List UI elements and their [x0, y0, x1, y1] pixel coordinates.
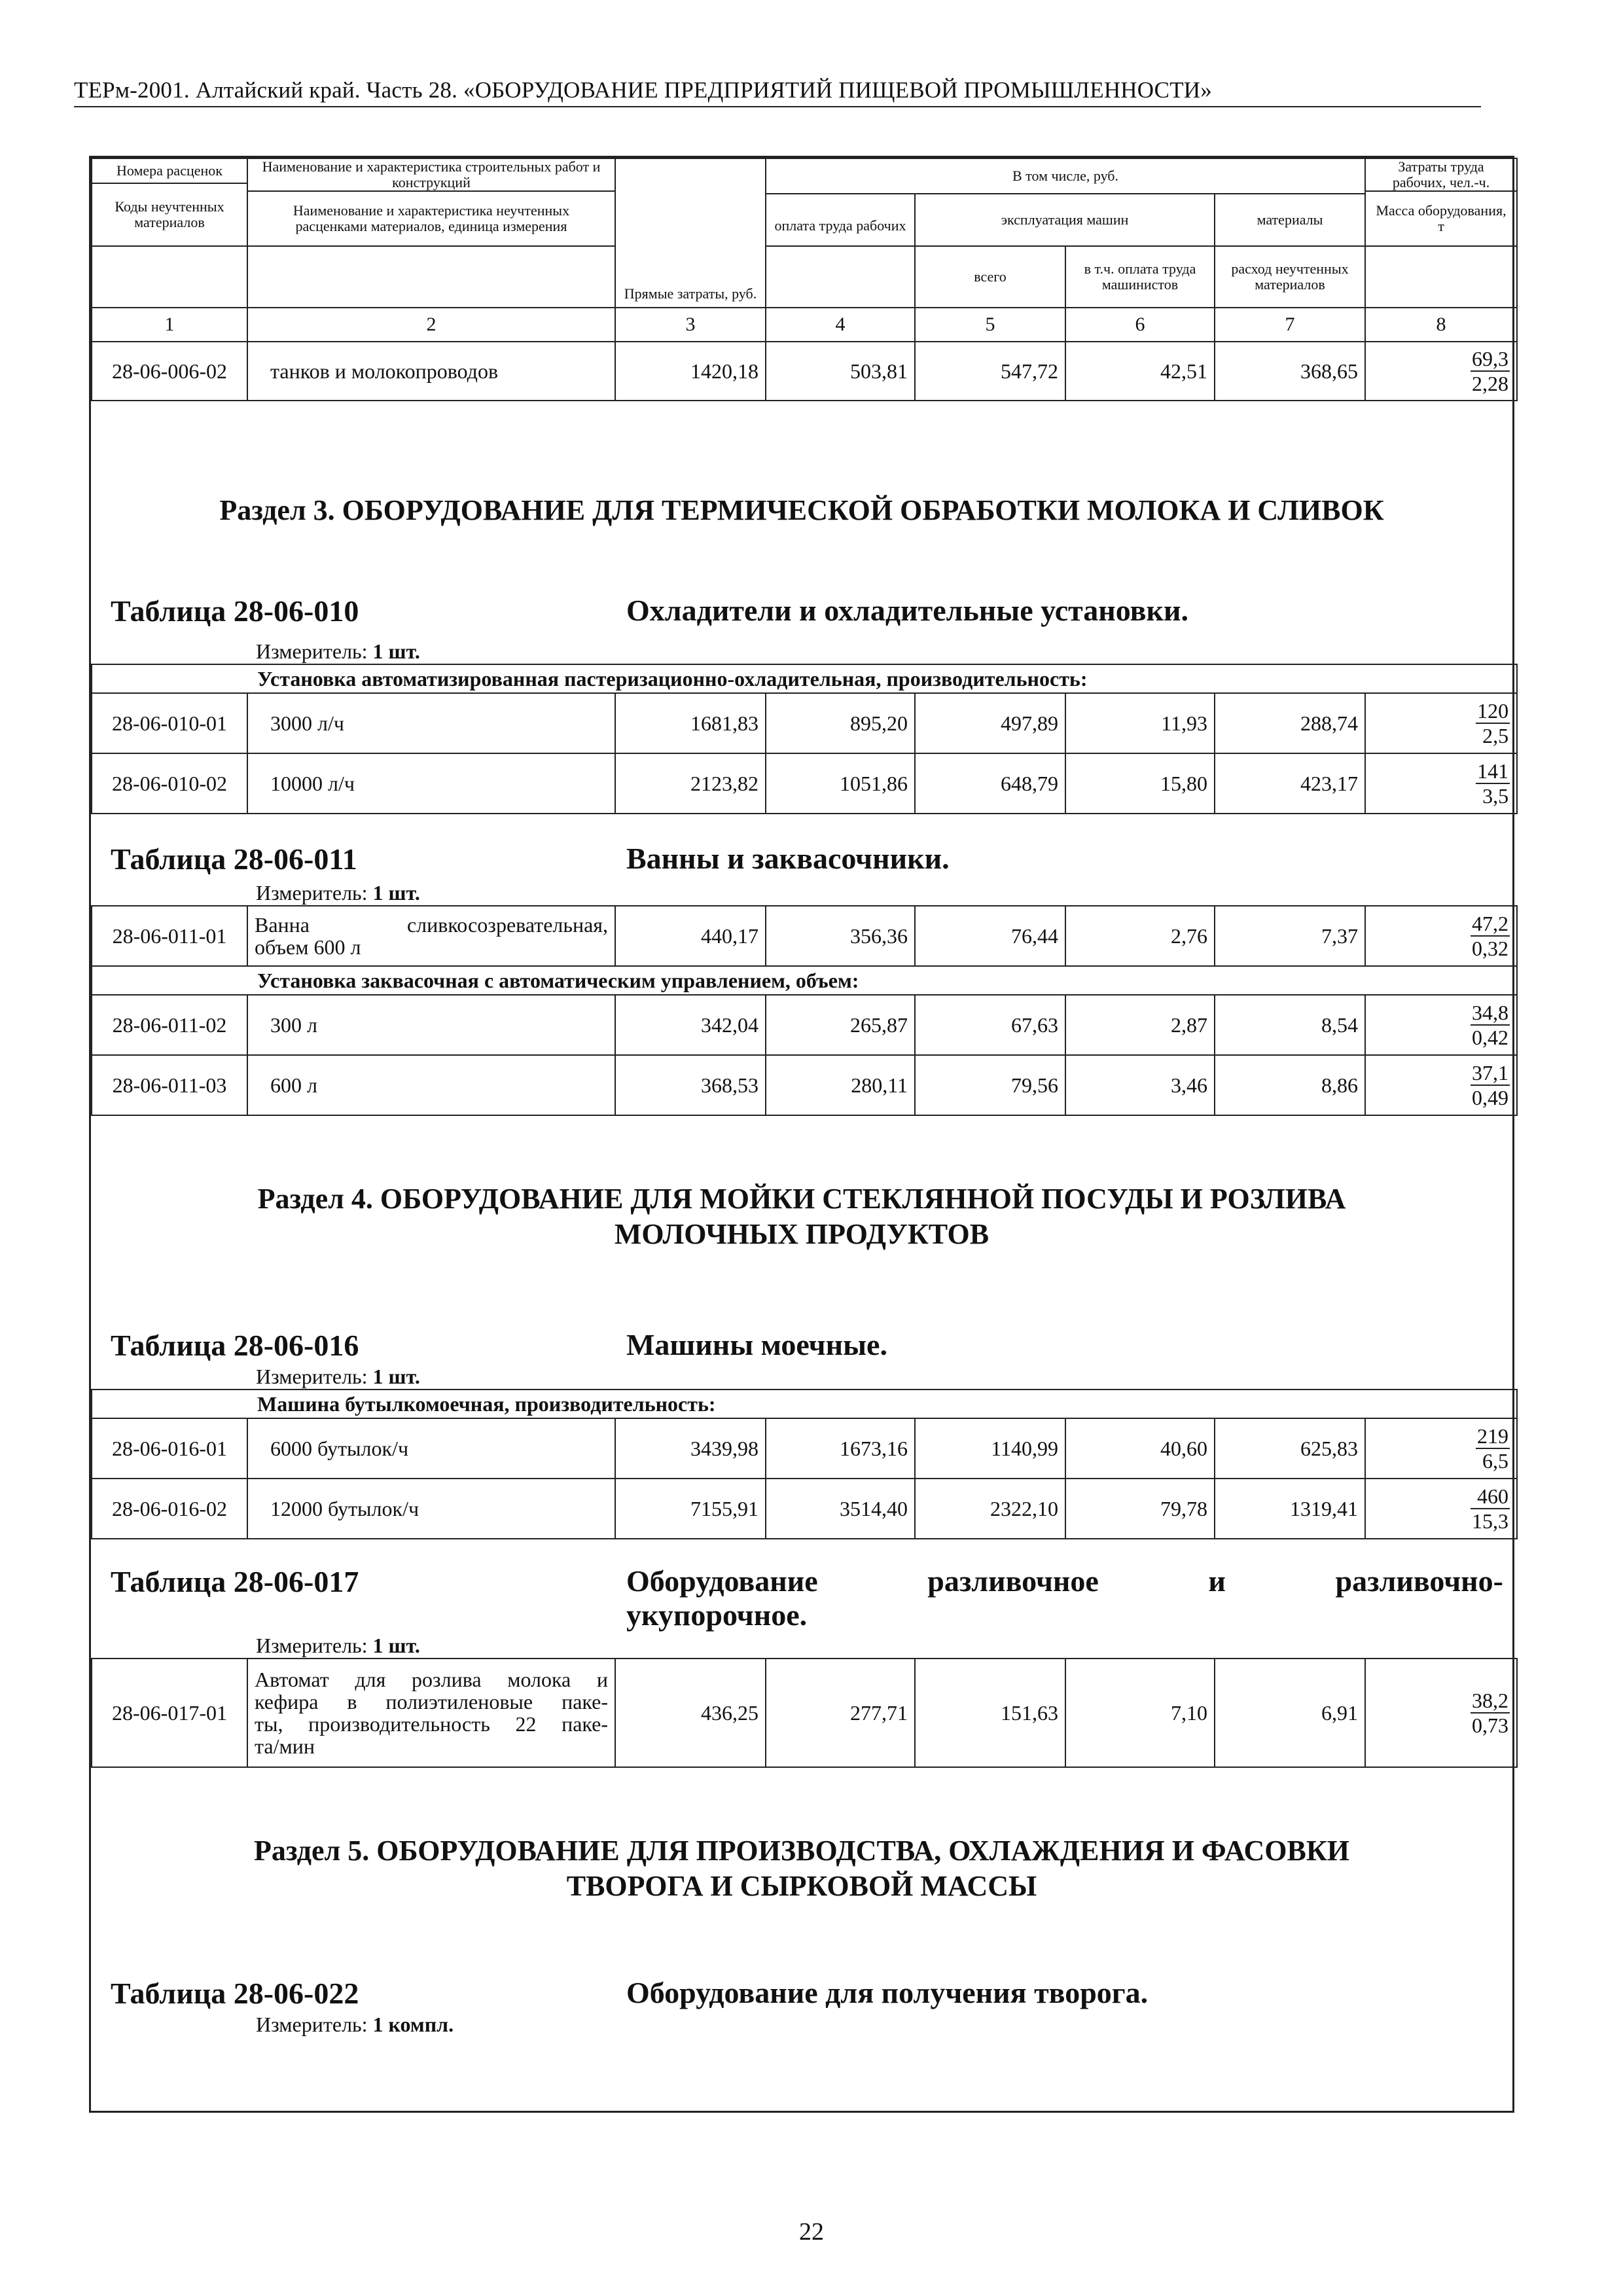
- section-4-title-line-1: Раздел 4. ОБОРУДОВАНИЕ ДЛЯ МОЙКИ СТЕКЛЯННОЙ ПОСУДЫ И РОЗЛИВА: [257, 1183, 1346, 1215]
- row-name-line-4: та/мин: [255, 1734, 315, 1758]
- row-code: 28-06-010-01: [92, 693, 247, 753]
- mass-value: 2,28: [1472, 371, 1509, 395]
- table-row: [92, 753, 1517, 814]
- row-direct: 2123,82: [615, 753, 766, 814]
- meter-value: 1 шт.: [372, 1365, 420, 1388]
- table-row: [92, 906, 1517, 966]
- header-operators: в т.ч. оплата труда машинистов: [1065, 246, 1215, 308]
- table-row: [92, 1418, 1517, 1479]
- row-materials: 8,54: [1215, 995, 1365, 1055]
- row-labor-mass: [1365, 693, 1517, 753]
- col-num-4: 4: [766, 308, 915, 342]
- table-022-heading: [91, 1976, 1512, 2022]
- row-machines: 76,44: [915, 906, 1065, 966]
- header-materials-sub: расход неучтенных материалов: [1215, 246, 1365, 308]
- table-011-heading: [91, 842, 1512, 888]
- row-direct: 1420,18: [615, 342, 766, 401]
- row-name: 10000 л/ч: [247, 753, 615, 814]
- meter-label: Измеритель:: [256, 881, 368, 905]
- header-codes-sub: Коды неучтенных материалов: [92, 183, 247, 245]
- row-operators: 2,76: [1065, 906, 1215, 966]
- table-017-name: [626, 1564, 1503, 1632]
- row-name: 12000 бутылок/ч: [247, 1479, 615, 1539]
- row-labor-mass: [1365, 1659, 1517, 1767]
- table-row: [92, 342, 1517, 401]
- row-operators: 11,93: [1065, 693, 1215, 753]
- row-wages: 895,20: [766, 693, 915, 753]
- row-wages: 265,87: [766, 995, 915, 1055]
- row-code: 28-06-011-03: [92, 1055, 247, 1115]
- meter-value: 1 шт.: [372, 1634, 420, 1657]
- meter-label: Измеритель:: [256, 1634, 368, 1657]
- header-rule: [74, 106, 1481, 107]
- mass-value: 6,5: [1482, 1448, 1509, 1473]
- row-machines: 1140,99: [915, 1418, 1065, 1479]
- table-011-body: [91, 905, 1518, 1116]
- table-row: [92, 995, 1517, 1055]
- header-wages: оплата труда рабочих: [766, 194, 915, 246]
- row-name-line-2: кефира в полиэтиленовые паке-: [255, 1690, 608, 1713]
- header-machines: эксплуатация машин: [915, 194, 1215, 246]
- row-labor-mass: [1365, 1055, 1517, 1115]
- row-name: [247, 1659, 615, 1767]
- header-name-sub: Наименование и характеристика неучтенных расценками материалов, единица измерения: [248, 190, 615, 245]
- col-num-7: 7: [1215, 308, 1365, 342]
- row-materials: 368,65: [1215, 342, 1365, 401]
- row-operators: 15,80: [1065, 753, 1215, 814]
- header-name: [247, 158, 615, 246]
- meter-value: 1 шт.: [372, 881, 420, 905]
- meter-label: Измеритель:: [256, 2013, 368, 2036]
- table-row: [92, 1659, 1517, 1767]
- row-direct: 436,25: [615, 1659, 766, 1767]
- table-017-name-line-1: Оборудование разливочное и разливочно-: [626, 1564, 1503, 1598]
- row-operators: 79,78: [1065, 1479, 1215, 1539]
- row-direct: 1681,83: [615, 693, 766, 753]
- row-name-line-2: объем 600 л: [255, 935, 361, 959]
- labor-value: 69,3: [1472, 346, 1509, 370]
- row-labor-mass: [1365, 753, 1517, 814]
- labor-value: 120: [1477, 698, 1509, 723]
- row-name-line-1: Ванна сливкосозревательная,: [255, 913, 608, 937]
- row-machines: 2322,10: [915, 1479, 1065, 1539]
- row-wages: 503,81: [766, 342, 915, 401]
- header-total: всего: [915, 246, 1065, 308]
- row-labor-mass: [1365, 995, 1517, 1055]
- mass-value: 15,3: [1472, 1509, 1509, 1533]
- row-labor-mass: [1365, 906, 1517, 966]
- row-direct: 368,53: [615, 1055, 766, 1115]
- row-wages: 356,36: [766, 906, 915, 966]
- header-name-spacer: [247, 246, 615, 308]
- header-wages-spacer: [766, 246, 915, 308]
- table-016-body: [91, 1389, 1518, 1539]
- row-materials: 7,37: [1215, 906, 1365, 966]
- row-name: 300 л: [247, 995, 615, 1055]
- labor-value: 460: [1471, 1484, 1510, 1509]
- header-direct: [615, 158, 766, 308]
- header-codes: [92, 158, 247, 246]
- mass-value: 2,5: [1482, 723, 1509, 747]
- row-operators: 7,10: [1065, 1659, 1215, 1767]
- row-machines: 497,89: [915, 693, 1065, 753]
- price-table-frame: [89, 156, 1514, 2113]
- row-materials: 8,86: [1215, 1055, 1365, 1115]
- row-operators: 2,87: [1065, 995, 1215, 1055]
- mass-value: 0,42: [1472, 1025, 1508, 1049]
- table-010-name: Охладители и охладительные установки.: [626, 594, 1188, 627]
- section-5-title-line-1: Раздел 5. ОБОРУДОВАНИЕ ДЛЯ ПРОИЗВОДСТВА, ОХЛАЖДЕНИЯ И ФАСОВКИ: [254, 1835, 1349, 1867]
- col-num-8: 8: [1365, 308, 1517, 342]
- header-materials: материалы: [1215, 194, 1365, 246]
- row-code: 28-06-016-01: [92, 1418, 247, 1479]
- row-machines: 547,72: [915, 342, 1065, 401]
- column-header-table: [91, 158, 1518, 401]
- table-017-name-line-2: укупорочное.: [626, 1598, 808, 1632]
- mass-value: 3,5: [1482, 783, 1509, 808]
- row-direct: 3439,98: [615, 1418, 766, 1479]
- table-row: [92, 1479, 1517, 1539]
- row-machines: 648,79: [915, 753, 1065, 814]
- row-code: 28-06-011-02: [92, 995, 247, 1055]
- running-header: ТЕРм-2001. Алтайский край. Часть 28. «ОБОРУДОВАНИЕ ПРЕДПРИЯТИЙ ПИЩЕВОЙ ПРОМЫШЛЕННОСТИ»: [74, 77, 1212, 103]
- row-wages: 1051,86: [766, 753, 915, 814]
- row-name-line-1: Автомат для розлива молока и: [255, 1668, 608, 1691]
- header-mass-spacer: [1365, 246, 1517, 308]
- row-machines: 67,63: [915, 995, 1065, 1055]
- section-5-title-line-2: ТВОРОГА И СЫРКОВОЙ МАССЫ: [566, 1870, 1037, 1902]
- meter-value: 1 шт.: [372, 639, 420, 663]
- row-labor-mass: [1365, 1418, 1517, 1479]
- row-materials: 1319,41: [1215, 1479, 1365, 1539]
- row-labor-mass: [1365, 342, 1517, 401]
- row-wages: 280,11: [766, 1055, 915, 1115]
- row-code: 28-06-010-02: [92, 753, 247, 814]
- meter-label: Измеритель:: [256, 1365, 368, 1388]
- labor-value: 38,2: [1472, 1688, 1508, 1712]
- col-num-5: 5: [915, 308, 1065, 342]
- header-codes-spacer: [92, 246, 247, 308]
- table-011-name: Ванны и заквасочники.: [626, 842, 950, 875]
- mass-value: 0,73: [1472, 1713, 1508, 1737]
- mass-value: 0,32: [1472, 936, 1508, 960]
- row-machines: 151,63: [915, 1659, 1065, 1767]
- col-num-6: 6: [1065, 308, 1215, 342]
- col-num-2: 2: [247, 308, 615, 342]
- section-3-title: Раздел 3. ОБОРУДОВАНИЕ ДЛЯ ТЕРМИЧЕСКОЙ ОБРАБОТКИ МОЛОКА И СЛИВОК: [219, 494, 1384, 526]
- table-016-label: Таблица 28-06-016: [111, 1329, 359, 1362]
- row-materials: 625,83: [1215, 1418, 1365, 1479]
- row-materials: 288,74: [1215, 693, 1365, 753]
- row-code: 28-06-017-01: [92, 1659, 247, 1767]
- row-name: [247, 906, 615, 966]
- table-017-heading: [91, 1564, 1512, 1636]
- meter-label: Измеритель:: [256, 639, 368, 663]
- table-022-label: Таблица 28-06-022: [111, 1977, 359, 2010]
- table-010-body: [91, 664, 1518, 814]
- row-materials: 6,91: [1215, 1659, 1365, 1767]
- row-direct: 7155,91: [615, 1479, 766, 1539]
- row-operators: 42,51: [1065, 342, 1215, 401]
- table-016-group: Машина бутылкомоечная, производительность:: [92, 1390, 1517, 1418]
- header-labor: Затраты труда рабочих, чел.-ч.: [1392, 158, 1490, 190]
- table-017-label: Таблица 28-06-017: [111, 1565, 359, 1598]
- row-wages: 1673,16: [766, 1418, 915, 1479]
- row-name-line-3: ты, производительность 22 паке-: [255, 1712, 608, 1736]
- row-name: 600 л: [247, 1055, 615, 1115]
- row-machines: 79,56: [915, 1055, 1065, 1115]
- meter-value: 1 компл.: [372, 2013, 454, 2036]
- labor-value: 47,2: [1472, 911, 1508, 935]
- row-wages: 277,71: [766, 1659, 915, 1767]
- header-mass: Масса оборудования, т: [1366, 190, 1516, 245]
- row-operators: 3,46: [1065, 1055, 1215, 1115]
- table-022-name: Оборудование для получения творога.: [626, 1976, 1149, 2009]
- labor-value: 34,8: [1472, 1000, 1508, 1024]
- table-010-meter: [91, 639, 1512, 664]
- table-010-group: Установка автоматизированная пастеризационно-охладительная, производительность:: [92, 664, 1517, 693]
- table-017-body: [91, 1658, 1518, 1768]
- row-direct: 440,17: [615, 906, 766, 966]
- header-codes-label: Номера расценок: [116, 162, 223, 179]
- table-010-heading: [91, 594, 1512, 639]
- row-code: 28-06-006-02: [92, 342, 247, 401]
- table-row: [92, 1055, 1517, 1115]
- table-011-group: Установка заквасочная с автоматическим управлением, объем:: [92, 966, 1517, 995]
- col-num-1: 1: [92, 308, 247, 342]
- labor-value: 219: [1477, 1424, 1509, 1448]
- table-010-label: Таблица 28-06-010: [111, 594, 359, 628]
- table-row: [92, 693, 1517, 753]
- row-name: 3000 л/ч: [247, 693, 615, 753]
- header-incl: В том числе, руб.: [766, 158, 1365, 194]
- row-name: 6000 бутылок/ч: [247, 1418, 615, 1479]
- row-direct: 342,04: [615, 995, 766, 1055]
- row-code: 28-06-011-01: [92, 906, 247, 966]
- section-4-title-line-2: МОЛОЧНЫХ ПРОДУКТОВ: [614, 1218, 990, 1250]
- header-direct-label: Прямые затраты, руб.: [624, 285, 757, 302]
- header-labor-cell: [1365, 158, 1517, 246]
- table-016-heading: [91, 1328, 1512, 1374]
- row-name: танков и молокопроводов: [247, 342, 615, 401]
- labor-value: 37,1: [1472, 1060, 1508, 1085]
- mass-value: 0,49: [1472, 1085, 1508, 1109]
- table-017-meter: [91, 1634, 1512, 1658]
- col-num-3: 3: [615, 308, 766, 342]
- page-number: 22: [799, 2218, 824, 2246]
- row-code: 28-06-016-02: [92, 1479, 247, 1539]
- row-wages: 3514,40: [766, 1479, 915, 1539]
- labor-value: 141: [1477, 759, 1509, 783]
- row-materials: 423,17: [1215, 753, 1365, 814]
- table-011-label: Таблица 28-06-011: [111, 842, 357, 876]
- row-operators: 40,60: [1065, 1418, 1215, 1479]
- row-labor-mass: [1365, 1479, 1517, 1539]
- table-016-name: Машины моечные.: [626, 1328, 887, 1361]
- header-name-label: Наименование и характеристика строительных работ и конструкций: [262, 158, 601, 190]
